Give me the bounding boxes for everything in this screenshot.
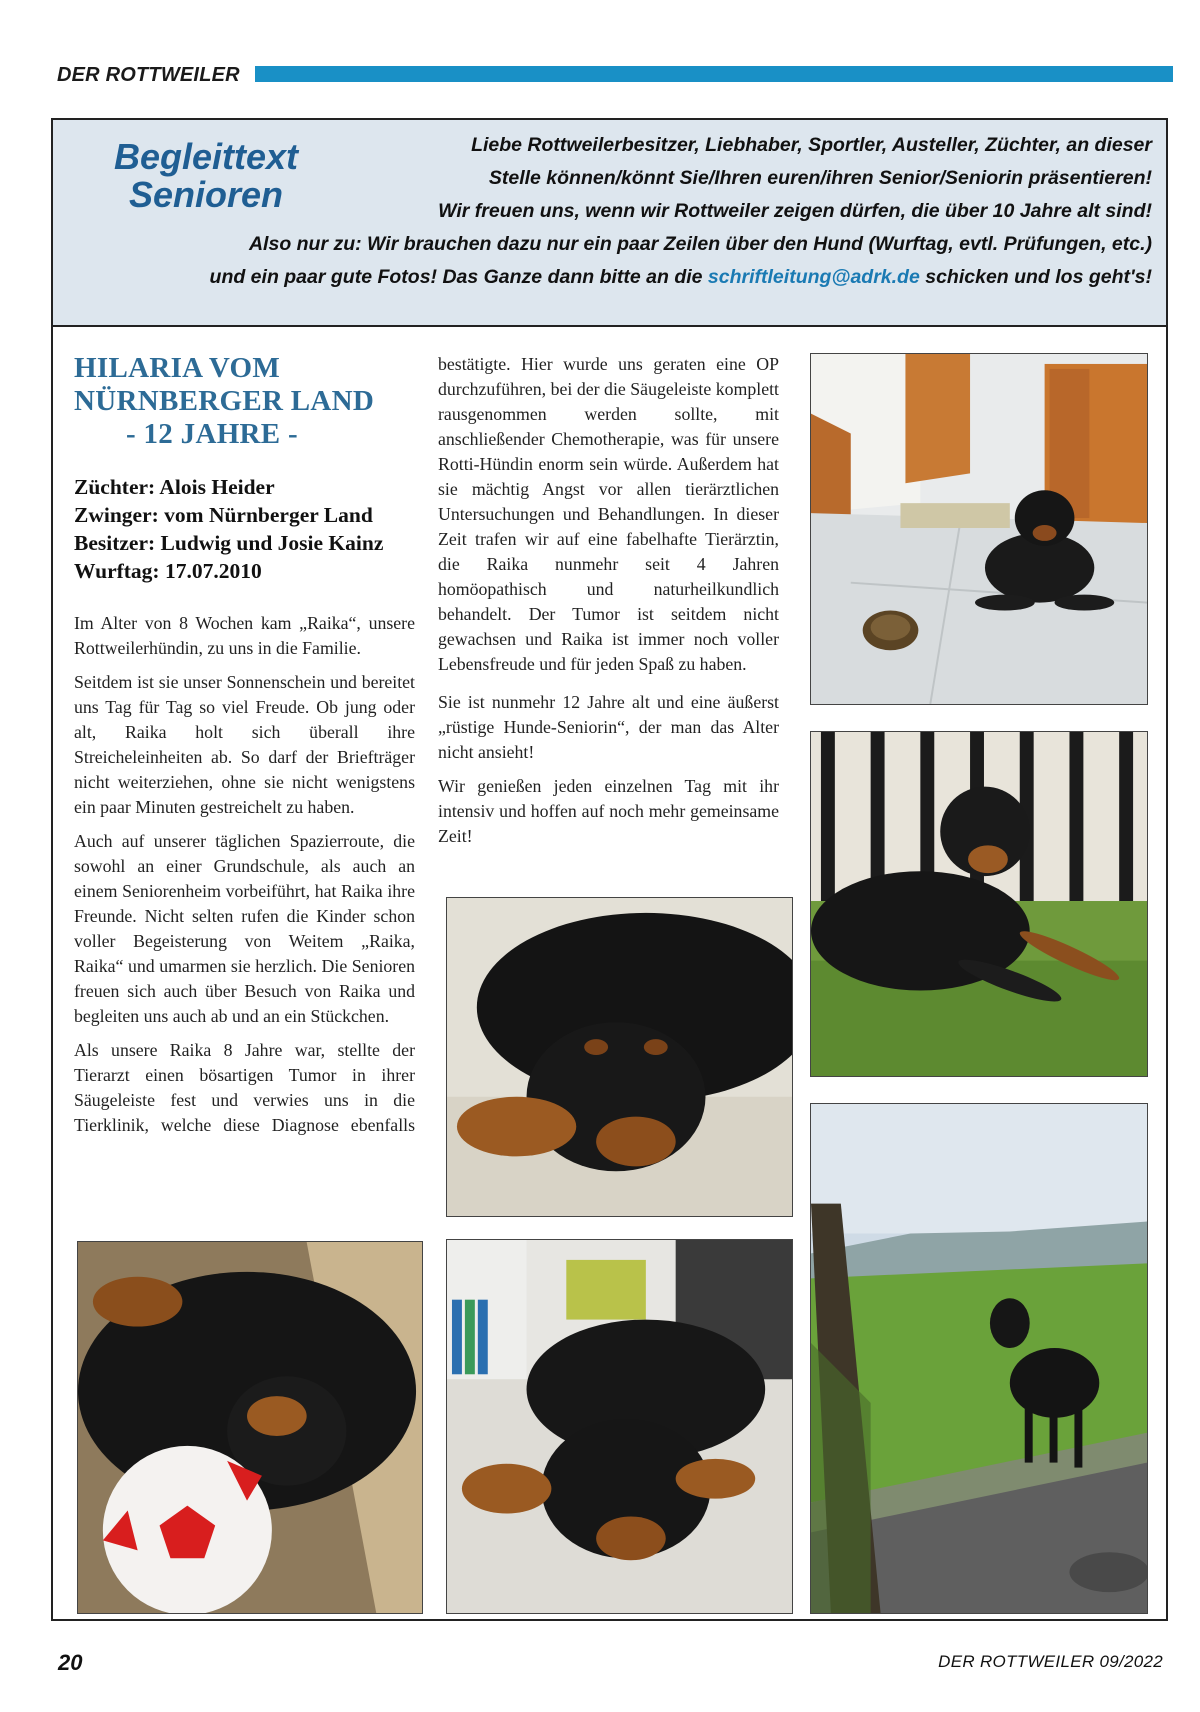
intro-title-line2: Senioren [128, 174, 284, 215]
intro-line-4: Also nur zu: Wir brauchen dazu nur ein paar Zeilen über den Hund (Wurftag, evtl. Prüfungen, etc.) [248, 233, 1152, 255]
magazine-header-title: DER ROTTWEILER [57, 64, 240, 86]
intro-line-1: Liebe Rottweilerbesitzer, Liebhaber, Sportler, Austeller, Züchter, an dieser [471, 134, 1152, 156]
photo-dog-hallway [810, 353, 1148, 705]
article-title-line1: HILARIA VOM [74, 352, 281, 384]
intro-title-line1: Begleittext [113, 136, 299, 177]
intro-line-5 [210, 265, 1152, 289]
article-title-line2: NÜRNBERGER LAND [74, 385, 375, 417]
paragraph-4-overflow: bestätigte. Hier wurde uns geraten eine OP durchzuführen, bei der die Säugeleiste komplett rausgenommen werden sollte, mit anschließender Chemotherapie, was für unsere Rotti-Hündin enorm sein würde. Außerdem hat sie mächtig Angst vor allen tierärztlichen Untersuchungen und Behandlungen. In dieser Zeit trafen wir auf eine fabelhafte Tierärztin, die Raika nunmehr seit 4 Jahren homöopathisch und naturheilkundlich behandelt. Der Tumor ist seitdem nicht gewachsen und Raika ist immer noch voller Lebensfreude und für jeden Spaß zu haben. [438, 354, 779, 674]
kennel: Zwinger: vom Nürnberger Land [74, 503, 373, 527]
issue-label: DER ROTTWEILER 09/2022 [938, 1652, 1163, 1671]
paragraph-6: Wir genießen jeden einzelnen Tag mit ihr intensiv und hoffen auf noch mehr gemeinsame Zeit! [438, 776, 779, 846]
dog-details [74, 473, 414, 585]
paragraph-4-continued [438, 352, 779, 682]
photo-dog-fence [810, 731, 1148, 1077]
owner: Besitzer: Ludwig und Josie Kainz [74, 531, 384, 555]
intro-line5-text: und ein paar gute Fotos! Das Ganze dann bitte an die [209, 266, 708, 288]
intro-line5-end: schicken und los geht's! [919, 266, 1152, 288]
text-column-1 [74, 611, 415, 1147]
photo-dog-landscape [810, 1103, 1148, 1614]
paragraph-2: Seitdem ist sie unser Sonnenschein und bereitet uns Tag für Tag so viel Freude. Ob jung oder alt, Raika holt sich überall ihre Streicheleinheiten ab. So darf der Briefträger nicht weiterziehen, ohne sie nicht wenigstens ein paar Minuten gestreichelt zu haben. [74, 672, 415, 817]
paragraph-5: Sie ist nunmehr 12 Jahre alt und eine äußerst „rüstige Hunde-Seniorin“, der man das Alter nicht ansieht! [438, 692, 779, 762]
paragraph-4: Als unsere Raika 8 Jahre war, stellte der Tierarzt einen bösartigen Tumor in ihrer Säugeleiste fest und verwies uns in die Tierklinik, welche diese Diagnose ebenfalls [74, 1040, 415, 1135]
header-accent-bar [255, 66, 1173, 82]
birth-date: Wurftag: 17.07.2010 [74, 559, 262, 583]
email-link[interactable]: schriftleitung@adrk.de [707, 266, 920, 288]
photo-dog-with-ball [77, 1241, 423, 1614]
text-column-2 [438, 352, 779, 858]
intro-line-2: Stelle können/könnt Sie/Ihren euren/ihren Senior/Seniorin präsentieren! [488, 167, 1152, 189]
page-number: 20 [58, 1650, 83, 1675]
photo-dog-resting-floor [446, 1239, 793, 1614]
intro-title [91, 138, 321, 214]
intro-box [53, 120, 1166, 327]
paragraph-3: Auch auf unserer täglichen Spazierroute, die sowohl an einer Grundschule, als auch an einem Seniorenheim vorbeiführt, hat Raika ihre Freunde. Nicht selten rufen die Kinder schon voller Begeisterung von Weitem „Raika, Raika“ und umarmen sie herzlich. Die Senioren freuen sich auch über Besuch von Raika und begleiten uns auch ab und an ein Stückchen. [74, 831, 415, 1026]
intro-line-3: Wir freuen uns, wenn wir Rottweiler zeigen dürfen, die über 10 Jahre alt sind! [438, 200, 1152, 222]
paragraph-1: Im Alter von 8 Wochen kam „Raika“, unsere Rottweilerhündin, zu uns in die Familie. [74, 613, 415, 658]
article-title [74, 352, 404, 451]
photo-dog-lying-closeup [446, 897, 793, 1217]
article-title-age: - 12 JAHRE - [126, 418, 298, 450]
breeder: Züchter: Alois Heider [74, 475, 275, 499]
